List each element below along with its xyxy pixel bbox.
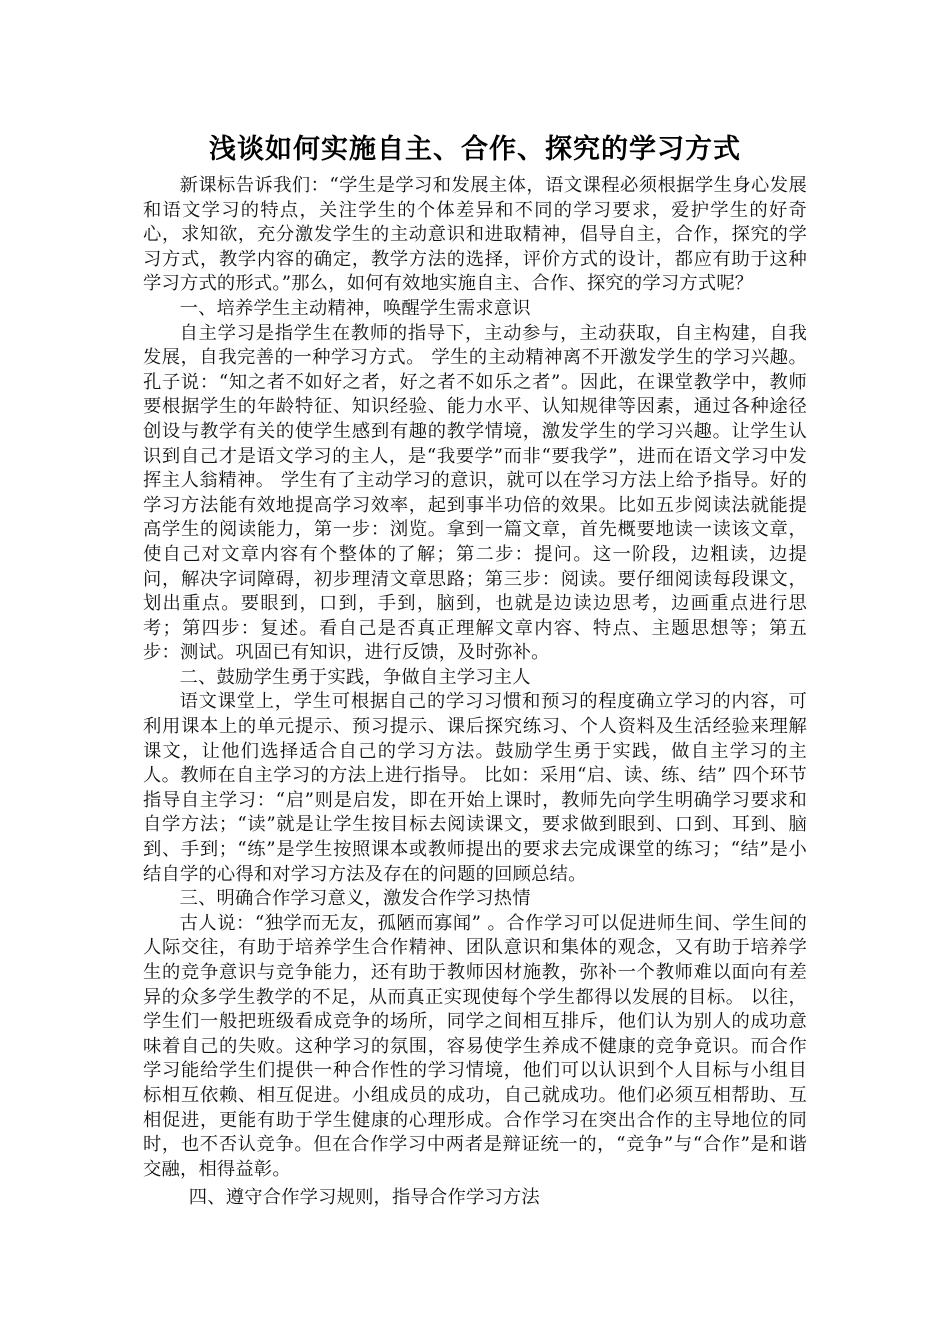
section-2-heading: 二、鼓励学生勇于实践，争做自主学习主人 bbox=[179, 666, 531, 688]
section-3-heading: 三、明确合作学习意义，激发合作学习热情 bbox=[179, 888, 531, 910]
section-1-heading: 一、培养学生主动精神，唤醒学生需求意识 bbox=[179, 297, 531, 319]
section-4-heading: 四、遵守合作学习规则，指导合作学习方法 bbox=[188, 1187, 540, 1209]
section-1-body: 自主学习是指学生在教师的指导下，主动参与，主动获取，自主构建，自我发展，自我完善的一种学习方式。 学生的主动精神离不开激发学生的学习兴趣。孔子说：“知之者不如好之者，好之者不如乐之者”。因此，在课堂教学中，教师要根据学生的年龄特征、知识经验、能力水平、认知规律等因素，通过各种途径创设与教学有关的使学生感到有趣的教学情境，激发学生的学习兴趣。让学生认识到自己才是语文学习的主人，是“我要学”而非“要我学”，进而在语文学习中发挥主人翁精神。 学生有了主动学习的意识，就可以在学习方法上给予指导。好的学习方法能有效地提高学习效率，起到事半功倍的效果。比如五步阅读法就能提高学生的阅读能力，第一步：浏览。拿到一篇文章，首先概要地读一读该文章，使自己对文章内容有个整体的了解；第二步：提问。这一阶段，边粗读，边提问，解决字词障碍，初步理清文章思路；第三步：阅读。要仔细阅读每段课文，划出重点。要眼到，口到，手到，脑到，也就是边读边思考，边画重点进行思考；第四步：复述。看自己是否真正理解文章内容、特点、主题思想等；第五步：测试。巩固已有知识，进行反馈，及时弥补。 bbox=[143, 322, 807, 664]
section-3-body: 古人说：“独学而无友，孤陋而寡闻” 。合作学习可以促进师生间、学生间的人际交往，有助于培养学生合作精神、团队意识和集体的观念，又有助于培养学生的竞争意识与竞争能力，还有助于教师因材施教，弥补一个教师难以面向有差异的众多学生教学的不足，从而真正实现使每个学生都得以发展的目标。 以往，学生们一般把班级看成竞争的场所，同学之间相互排斥，他们认为别人的成功意 味着自己的失败。这种学习的氛围，容易使学生养成不健康的竞争竟识。而合作学习能给学生们提供一种合作性的学习情境，他们可以认识到个人目标与小组目标相互依赖、相互促进。小组成员的成功，自己就成功。他们必须互相帮助、互相促进，更能有助于学生健康的心理形成。合作学习在突出合作的主导地位的同时，也不否认竞争。但在合作学习中两者是辩证统一的，“竞争”与“合作”是和谐交融，相得益彰。 bbox=[143, 912, 807, 1180]
section-2-body: 语文课堂上，学生可根据自己的学习习惯和预习的程度确立学习的内容，可利用课本上的单元提示、预习提示、课后探究练习、个人资料及生活经验来理解课文，让他们选择适合自己的学习方法。鼓励学生勇于实践，做自主学习的主人。教师在自主学习的方法上进行指导。 比如：采用“启、读、练、结” 四个环节指导自主学习：“启”则是启发，即在开始上课时，教师先向学生明确学习要求和自学方法；“读”就是让学生按目标去阅读课文，要求做到眼到、口到、耳到、脑到、手到；“练”是学生按照课本或教师提出的要求去完成课堂的练习；“结”是小结自学的心得和对学习方法及存在的问题的回顾总结。 bbox=[143, 691, 807, 885]
intro-paragraph: 新课标告诉我们：“学生是学习和发展主体，语文课程必须根据学生身心发展和语文学习的特点，关注学生的个体差异和不同的学习要求，爱护学生的好奇心，求知欲，充分激发学生的主动意识和进取精神，倡导自主，合作，探究的学习方式，教学内容的确定，教学方法的选择，评价方式的设计，都应有助于这种学习方式的形式。”那么，如何有效地实施自主、合作、探究的学习方式呢？ bbox=[143, 175, 807, 295]
document-page bbox=[143, 128, 807, 1211]
document-title: 浅谈如何实施自主、合作、探究的学习方式 bbox=[209, 134, 741, 165]
